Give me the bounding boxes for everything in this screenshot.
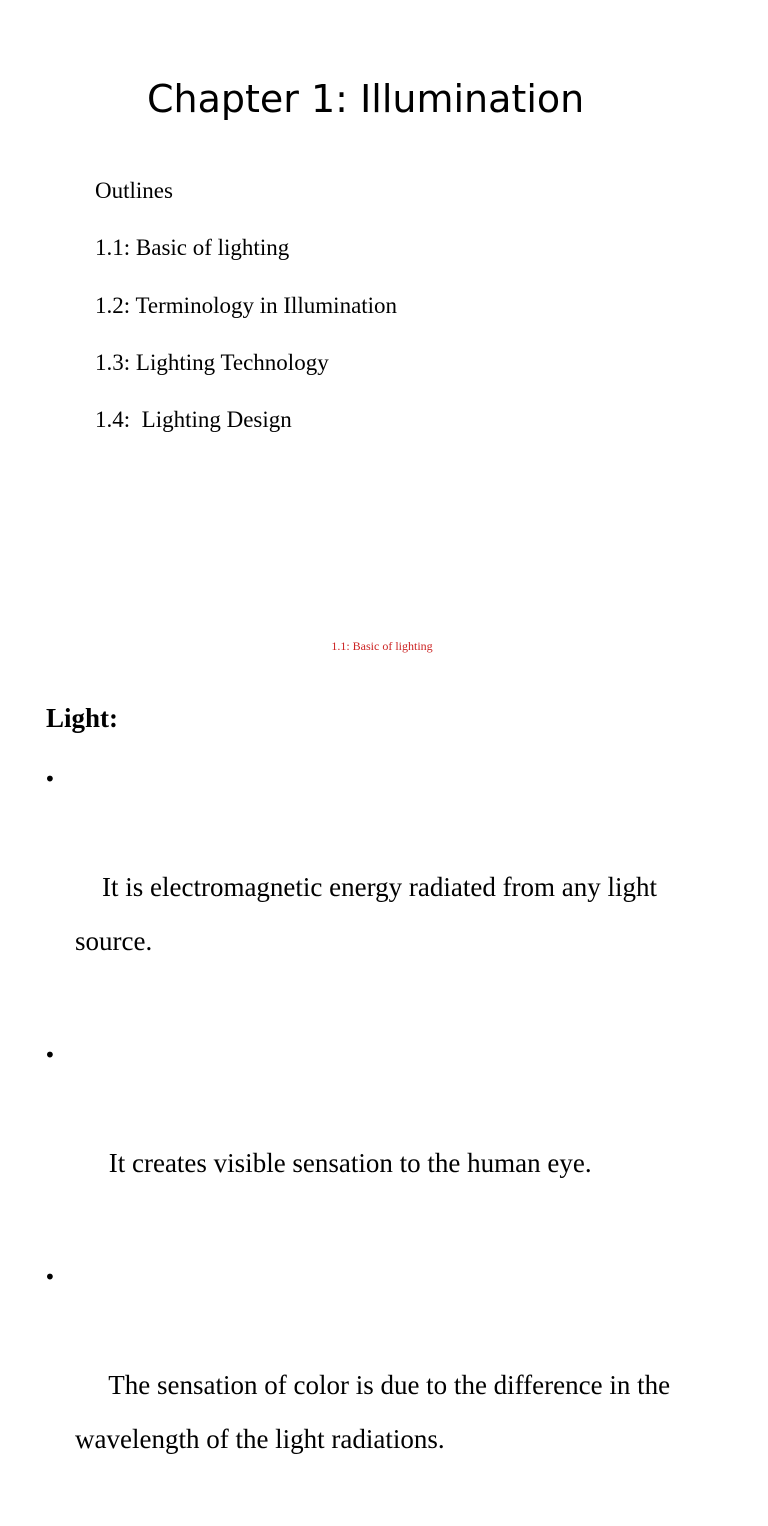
outline-item-1-2: 1.2: Terminology in Illumination — [95, 293, 398, 318]
bullet-item — [0, 1250, 768, 1520]
chapter-title: Chapter 1: Illumination — [147, 77, 585, 121]
outline-item-1-1: 1.1: Basic of lighting — [95, 235, 290, 260]
outline-heading: Outlines — [95, 178, 173, 203]
bullet-list — [0, 752, 768, 1526]
bullet-text: It is electromagnetic energy radiated from any light source. — [75, 872, 664, 956]
bullet-item — [0, 752, 768, 1022]
bullet-icon: • — [44, 1265, 56, 1289]
bullet-text: It creates visible sensation to the human eye. — [102, 1148, 592, 1178]
outline-item-1-3: 1.3: Lighting Technology — [95, 350, 329, 375]
bullet-text: The sensation of color is due to the difference in the wavelength of the light radiations. — [75, 1370, 677, 1454]
bullet-item — [0, 1028, 768, 1244]
bullet-icon: • — [44, 1043, 56, 1067]
bullet-icon: • — [44, 767, 56, 791]
slide-footer-reference: 1.1: Basic of lighting — [331, 639, 433, 653]
section-heading: Light: — [46, 703, 119, 733]
outline-item-1-4: 1.4: Lighting Design — [95, 407, 292, 432]
